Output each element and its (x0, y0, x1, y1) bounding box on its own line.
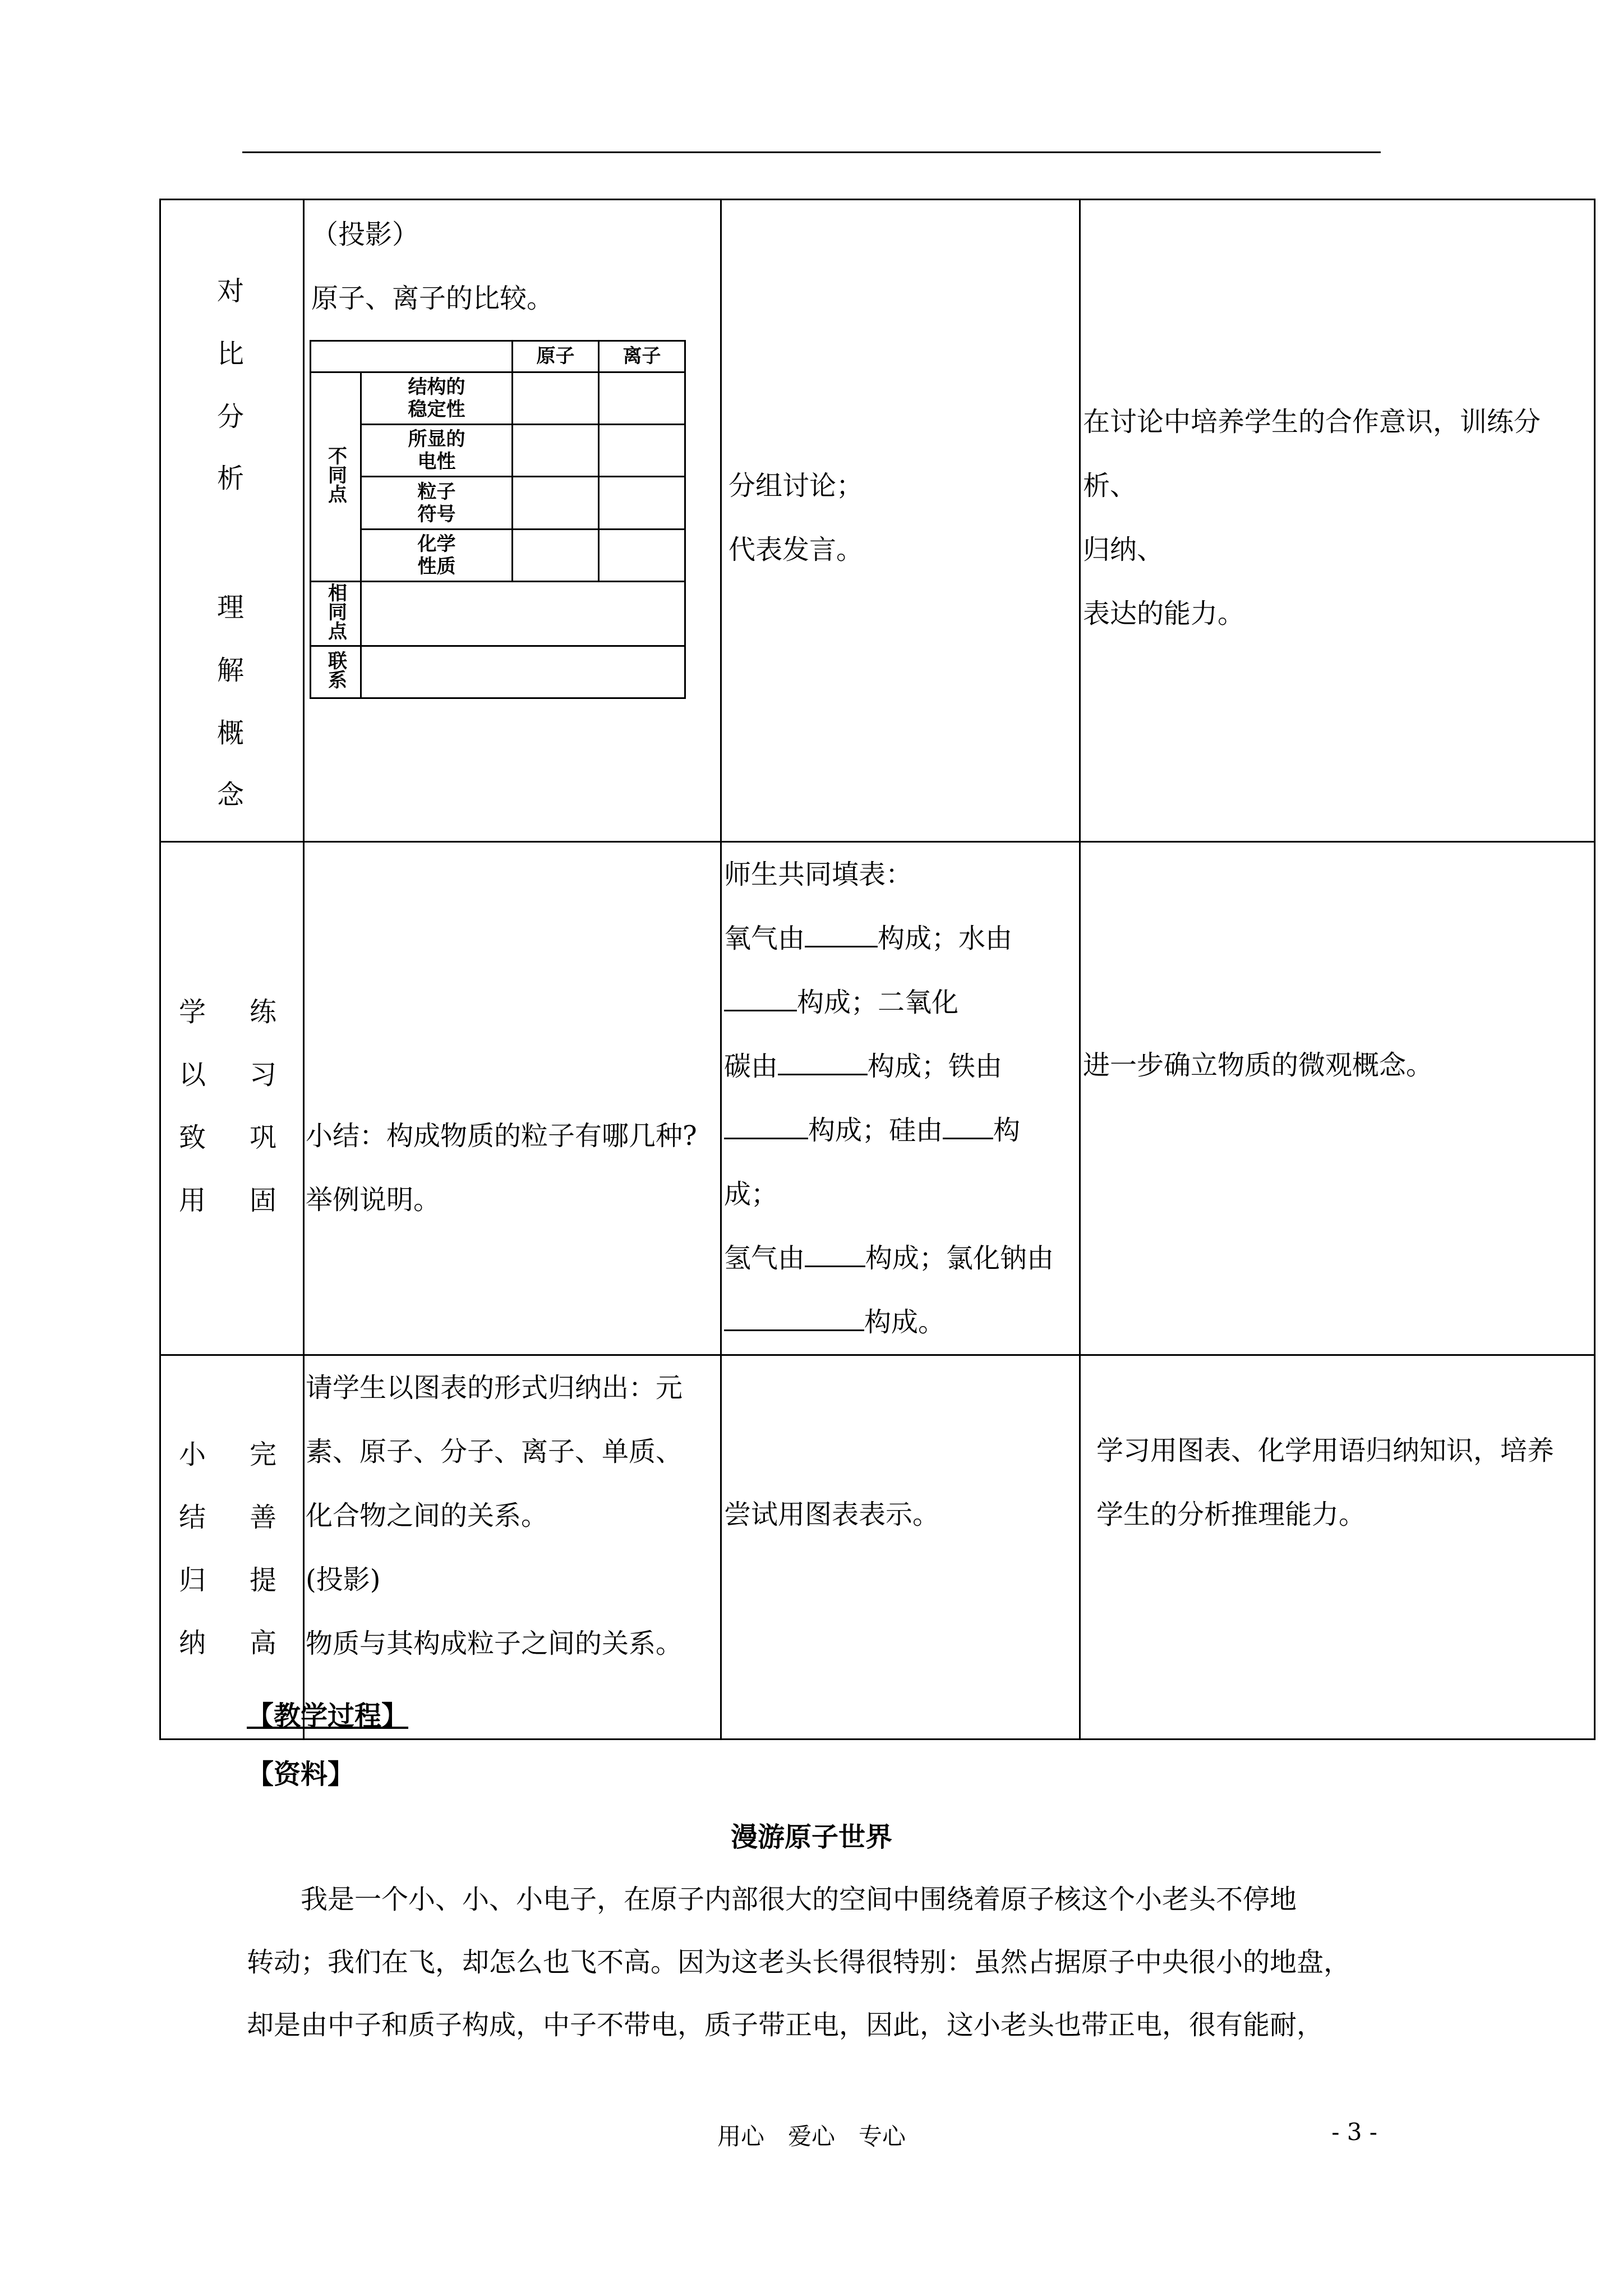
teacher-line: （投影） (311, 219, 419, 250)
student-activity-cell (721, 1355, 1080, 1740)
relation-label (311, 646, 361, 698)
student-line (724, 1290, 1072, 1354)
student-text: 构成；硅由 (808, 1115, 943, 1146)
row-label-part: 结构的 (408, 375, 465, 398)
diff-row-label (361, 372, 513, 424)
comparison-row-same (311, 582, 685, 646)
stage-char: 分 (217, 401, 245, 432)
student-text: 构成；氯化钠由 (865, 1243, 1054, 1274)
fill-blank[interactable] (805, 1243, 865, 1267)
teacher-line: 原子、离子的比较。 (311, 283, 554, 314)
student-line (724, 907, 1072, 970)
student-text: 氧气由 (724, 923, 805, 954)
student-line: 代表发言。 (728, 534, 864, 565)
atom-ion-comparison-figure (310, 340, 684, 699)
table-row-practice (160, 842, 1595, 1355)
stage-char: 结 (179, 1502, 206, 1533)
teacher-line: 化合物之间的关系。 (306, 1500, 548, 1531)
student-text: 构成。 (864, 1306, 946, 1338)
student-line (724, 1098, 1072, 1226)
stage-char: 小 (179, 1439, 206, 1470)
student-text: 构成；水由 (878, 923, 1013, 954)
diff-group-text: 不同点 (324, 445, 347, 503)
passage (247, 1868, 1380, 2056)
same-label (311, 582, 361, 646)
atom-value[interactable] (513, 425, 599, 477)
teacher-line: 举例说明。 (306, 1184, 441, 1216)
teacher-line: 素、原子、分子、离子、单质、 (306, 1436, 683, 1467)
student-text: 氢气由 (724, 1243, 805, 1274)
stage-char: 归 (179, 1565, 206, 1596)
student-activity-cell (721, 200, 1080, 842)
student-text: 构成；二氧化 (797, 987, 959, 1018)
student-line (724, 970, 1072, 1034)
design-intent-cell (1080, 1355, 1595, 1740)
table-row-summary (160, 1355, 1595, 1740)
section-teaching-process: 【教学过程】 (247, 1700, 409, 1732)
stage-char: 练 (250, 996, 277, 1028)
atom-value[interactable] (513, 529, 599, 581)
stage-char: 巩 (250, 1122, 277, 1153)
comparison-header-row (311, 341, 685, 372)
fill-blank[interactable] (805, 923, 878, 947)
col-ion-header: 离子 (599, 341, 685, 372)
stage-char: 纳 (179, 1627, 206, 1659)
stage-cell (160, 842, 304, 1355)
row-label-part: 性质 (417, 555, 456, 578)
intent-line: 在讨论中培养学生的合作意识，训练分析、 (1083, 406, 1541, 501)
header-rule (242, 151, 1381, 153)
comparison-row (311, 529, 685, 581)
relation-value[interactable] (361, 646, 685, 698)
fill-blank[interactable] (778, 1051, 868, 1075)
stage-char: 概 (217, 717, 245, 749)
stage-cell (160, 1355, 304, 1740)
intent-line: 归纳、 (1083, 534, 1164, 565)
stage-char: 理 (217, 592, 245, 623)
atom-value[interactable] (513, 477, 599, 529)
intent-line: 进一步确立物质的微观概念。 (1083, 1050, 1433, 1081)
ion-value[interactable] (599, 529, 685, 581)
same-value[interactable] (361, 582, 685, 646)
comparison-row (311, 477, 685, 529)
page-number: - 3 - (1331, 2118, 1377, 2146)
stage-char: 高 (250, 1627, 277, 1659)
student-text: 构成； (724, 1115, 1021, 1210)
atom-value[interactable] (513, 372, 599, 424)
student-line (724, 1034, 1072, 1098)
diff-group-label (311, 372, 361, 581)
stage-char: 致 (179, 1122, 206, 1153)
teacher-line: 物质与其构成粒子之间的关系。 (306, 1628, 683, 1659)
student-line: 尝试用图表表示。 (724, 1499, 940, 1530)
fill-blank[interactable] (724, 1115, 808, 1139)
student-line: 师生共同填表： (724, 859, 913, 890)
row-label-part: 粒子 (417, 480, 456, 503)
col-atom-header: 原子 (513, 341, 599, 372)
same-text: 相同点 (324, 582, 347, 640)
teacher-activity-cell (304, 1355, 721, 1740)
corner-cell (311, 341, 513, 372)
stage-char: 用 (179, 1185, 206, 1216)
diff-row-label (361, 425, 513, 477)
comparison-row (311, 425, 685, 477)
student-text: 构成；铁由 (868, 1051, 1003, 1082)
passage-title: 漫游原子世界 (730, 1821, 892, 1853)
stage-char: 析 (217, 463, 245, 494)
passage-line: 我是一个小、小、小电子，在原子内部很大的空间中围绕着原子核这个小老头不停地 (301, 1884, 1297, 1915)
row-label-part: 电性 (417, 450, 456, 473)
row-label-part: 所显的 (408, 428, 465, 451)
teacher-activity-cell (304, 842, 721, 1355)
comparison-row-relation (311, 646, 685, 698)
design-intent-cell (1080, 200, 1595, 842)
stage-char: 善 (250, 1502, 277, 1533)
teacher-line: 请学生以图表的形式归纳出：元 (306, 1372, 683, 1404)
diff-row-label (361, 477, 513, 529)
fill-blank[interactable] (943, 1115, 993, 1139)
fill-blank[interactable] (724, 987, 797, 1011)
ion-value[interactable] (599, 425, 685, 477)
stage-char: 以 (179, 1059, 206, 1091)
comparison-row (311, 372, 685, 424)
passage-line: 却是由中子和质子构成，中子不带电，质子带正电，因此，这小老头也带正电，很有能耐， (247, 2009, 1324, 2041)
design-intent-cell (1080, 842, 1595, 1355)
fill-blank[interactable] (724, 1307, 864, 1331)
row-label-part: 化学 (417, 532, 456, 555)
ion-value[interactable] (599, 477, 685, 529)
student-activity-cell (721, 842, 1080, 1355)
footer-motto: 用心 爱心 专心 (717, 2123, 906, 2150)
student-line (724, 1226, 1072, 1290)
intent-line: 表达的能力。 (1083, 598, 1245, 629)
stage-char: 提 (250, 1565, 277, 1596)
stage-char: 固 (250, 1185, 277, 1216)
teacher-line: (投影) (306, 1564, 381, 1595)
stage-char: 对 (217, 275, 245, 307)
relation-text: 联系 (324, 650, 347, 689)
diff-row-label (361, 529, 513, 581)
stage-char: 比 (217, 338, 245, 370)
stage-char: 解 (217, 655, 245, 686)
stage-char: 完 (250, 1439, 277, 1470)
stage-cell (160, 200, 304, 842)
intent-line: 学生的分析推理能力。 (1096, 1499, 1366, 1530)
atom-ion-comparison-table (310, 340, 686, 699)
stage-char: 学 (179, 996, 206, 1028)
student-line: 分组讨论； (728, 470, 864, 501)
passage-line: 转动；我们在飞，却怎么也飞不高。因为这老头长得很特别：虽然占据原子中央很小的地盘， (247, 1947, 1351, 1978)
stage-char: 念 (217, 779, 245, 811)
intent-line: 学习用图表、化学用语归纳知识，培养 (1096, 1435, 1555, 1466)
teacher-line: 小结：构成物质的粒子有哪几种? (306, 1120, 697, 1152)
stage-char: 习 (250, 1059, 277, 1091)
student-text: 碳由 (724, 1051, 778, 1082)
row-label-part: 符号 (417, 503, 456, 526)
section-material: 【资料】 (247, 1759, 355, 1790)
ion-value[interactable] (599, 372, 685, 424)
row-label-part: 稳定性 (408, 398, 465, 421)
